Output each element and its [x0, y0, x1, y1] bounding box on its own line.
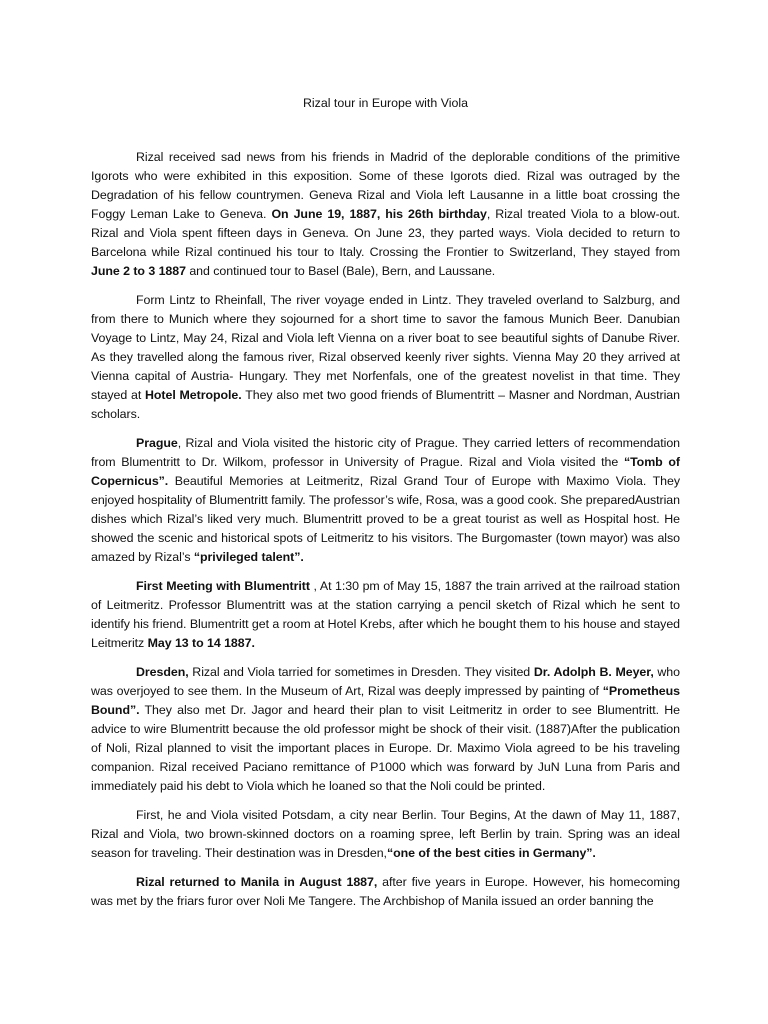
bold-text: Dresden,: [136, 665, 189, 679]
paragraph: [91, 577, 680, 653]
bold-text: May 13 to 14 1887.: [147, 636, 255, 650]
text-run: Form Lintz to Rheinfall, The river voyage ended in Lintz. They traveled overland to Salzburg, and from there to Munich where they sojourned for a short time to savor the famous Munich Beer. Danubian Voyage to Lintz, May 24, Rizal and Viola left Vienna on a river boat to see beautiful sights of Danube River. As they travelled along the famous river, Rizal observed keenly river sights. Vienna May 20 they arrived at Vienna capital of Austria- Hungary. They met Norfenfals, one of the greatest novelist in that time. They stayed at: [91, 293, 680, 402]
bold-text: June 2 to 3 1887: [91, 264, 186, 278]
text-run: First, he and Viola visited Potsdam, a city near Berlin. Tour Begins, At the dawn of May 11, 1887, Rizal and Viola, two brown-skinned doctors on a roaming spree, left Berlin by train. Spring was an ideal season for traveling. Their destination was in Dresden,: [91, 808, 680, 860]
paragraph: [91, 663, 680, 796]
paragraph: [91, 434, 680, 567]
bold-text: “privileged talent”.: [193, 550, 304, 564]
text-run: after five years in Europe. However, his homecoming was met by the friars furor over Noli Me Tangere. The Archbishop of Manila issued an order banning the: [91, 875, 680, 908]
text-run: , At 1:30 pm of May 15, 1887 the train arrived at the railroad station of Leitmeritz. Professor Blumentritt was at the station carrying a pencil sketch of Rizal which he sent to identify his friend. Blumentritt get a room at Hotel Krebs, after which he bought them to his house and stayed Leitmeritz: [91, 579, 680, 650]
paragraph: [91, 873, 680, 911]
text-run: They also met two good friends of Blumentritt – Masner and Nordman, Austrian scholars.: [91, 388, 680, 421]
bold-text: Hotel Metropole.: [145, 388, 242, 402]
bold-text: First Meeting with Blumentritt: [136, 579, 310, 593]
bold-text: Rizal returned to Manila in August 1887,: [136, 875, 378, 889]
text-run: who was overjoyed to see them. In the Museum of Art, Rizal was deeply impressed by painting of: [91, 665, 680, 698]
text-run: Rizal received sad news from his friends in Madrid of the deplorable conditions of the primitive Igorots who were exhibited in this exposition. Some of these Igorots died. Rizal was outraged by the Degradation of his fellow countrymen. Geneva Rizal and Viola left Lausanne in a little boat crossing the Foggy Leman Lake to Geneva.: [91, 150, 680, 221]
paragraph: [91, 806, 680, 863]
text-run: Beautiful Memories at Leitmeritz, Rizal Grand Tour of Europe with Maximo Viola. They enjoyed hospitality of Blumentritt family. The professor’s wife, Rosa, was a good cook. She preparedAustrian dishes which Rizal’s liked very much. Blumentritt proved to be a great tourist as well as Hospital host. He showed the scenic and historical spots of Leitmeritz to his visitors. The Burgomaster (town mayor) was also amazed by Rizal’s: [91, 474, 680, 564]
bold-text: “Tomb of Copernicus”.: [91, 455, 680, 488]
text-run: Rizal and Viola tarried for sometimes in Dresden. They visited: [188, 665, 534, 679]
bold-text: “Prometheus Bound”.: [91, 684, 680, 717]
bold-text: “one of the best cities in Germany”.: [386, 846, 596, 860]
paragraph: [91, 291, 680, 424]
paragraph: [91, 148, 680, 281]
document-title: Rizal tour in Europe with Viola: [302, 96, 469, 110]
document-body: [91, 148, 680, 911]
bold-text: Prague: [136, 436, 178, 450]
text-run: , Rizal treated Viola to a blow-out. Rizal and Viola spent fifteen days in Geneva. On June 23, they parted ways. Viola decided to return to Barcelona while Rizal continued his tour to Italy. Crossing the Frontier to Switzerland, They stayed from: [91, 207, 680, 259]
bold-text: Dr. Adolph B. Meyer,: [533, 665, 654, 679]
text-run: and continued tour to Basel (Bale), Bern, and Laussane.: [185, 264, 496, 278]
text-run: , Rizal and Viola visited the historic city of Prague. They carried letters of recommendation from Blumentritt to Dr. Wilkom, professor in University of Prague. Rizal and Viola visited the: [91, 436, 680, 469]
text-run: They also met Dr. Jagor and heard their plan to visit Leitmeritz in order to see Blumentritt. He advice to wire Blumentritt because the old professor might be shock of their visit. (1887)After the publication of Noli, Rizal planned to visit the important places in Europe. Dr. Maximo Viola agreed to be his traveling companion. Rizal received Paciano remittance of P1000 which was forward by JuN Luna from Paris and immediately paid his debt to Viola which he loaned so that the Noli could be printed.: [91, 703, 680, 793]
bold-text: On June 19, 1887, his 26th birthday: [271, 207, 487, 221]
